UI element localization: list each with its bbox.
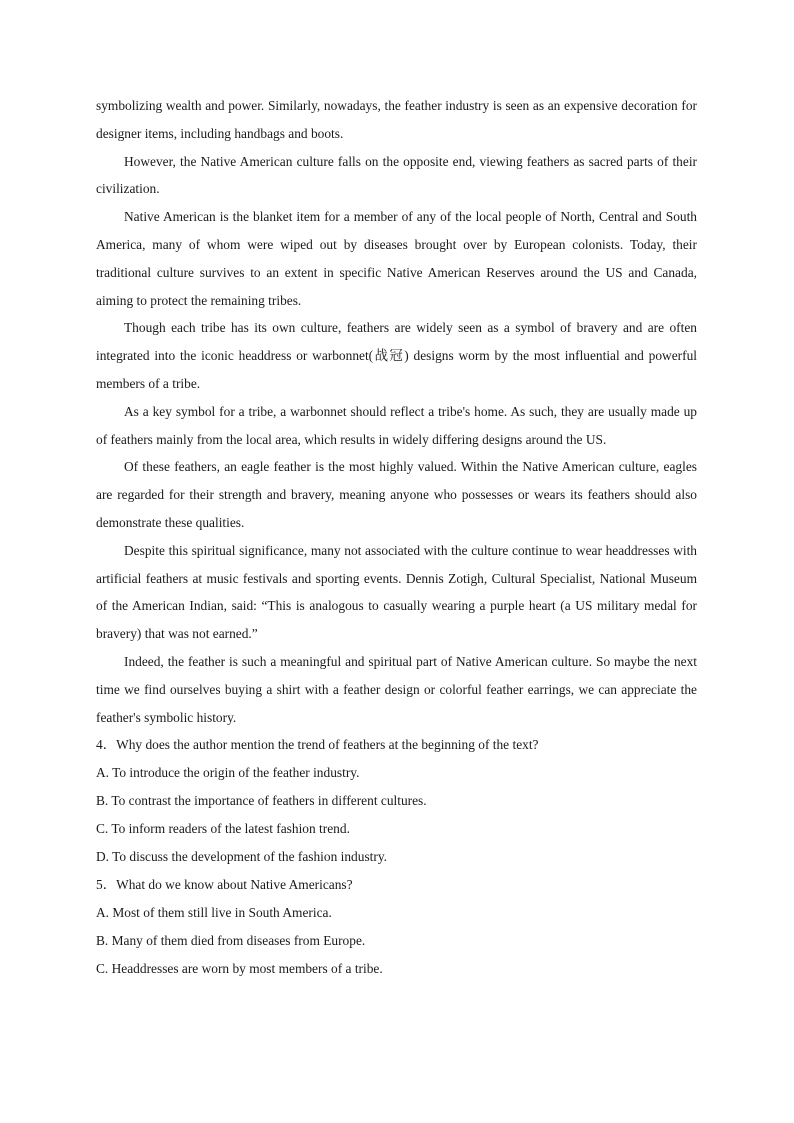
passage-paragraph-2: However, the Native American culture falls on the opposite end, viewing feathers as sacred parts of their civilization. xyxy=(96,153,697,197)
passage-paragraph-4: Though each tribe has its own culture, feathers are widely seen as a symbol of bravery and are often integrated into the iconic headdress or warbonnet(战冠) designs worm by the most influential and powerful members of a tribe. xyxy=(96,320,697,391)
question-5 xyxy=(96,871,697,983)
passage-paragraph-5: As a key symbol for a tribe, a warbonnet should reflect a tribe's home. As such, they are usually made up of feathers mainly from the local area, which results in widely differing designs around the US. xyxy=(96,403,697,447)
answer-option-d: D. To discuss the development of the fashion industry. xyxy=(96,849,388,865)
answer-option-c: C. Headdresses are worn by most members of a tribe. xyxy=(96,961,383,977)
passage-paragraph-8: Indeed, the feather is such a meaningful and spiritual part of Native American culture. So maybe the next time we find ourselves buying a shirt with a feather design or colorful feather earrings, we can appreciate the feather's symbolic history. xyxy=(96,653,697,725)
document-body xyxy=(96,92,697,983)
passage-paragraph-7: Despite this spiritual significance, many not associated with the culture continue to wear headdresses with artificial feathers at music festivals and sporting events. Dennis Zotigh, Cultural Specialist, National Museum of the American Indian, said: “This is analogous to casually wearing a purple heart (a US military medal for bravery) that was not earned.” xyxy=(96,542,697,642)
question-stem: 4．Why does the author mention the trend of feathers at the beginning of the text? xyxy=(96,737,539,753)
answer-option-a: A. Most of them still live in South America. xyxy=(96,905,332,921)
answer-option-c: C. To inform readers of the latest fashion trend. xyxy=(96,821,350,837)
answer-option-b: B. Many of them died from diseases from Europe. xyxy=(96,933,366,949)
answer-option-a: A. To introduce the origin of the feather industry. xyxy=(96,765,360,781)
question-4 xyxy=(96,731,697,871)
answer-option-b: B. To contrast the importance of feathers in different cultures. xyxy=(96,793,427,809)
question-stem: 5．What do we know about Native Americans? xyxy=(96,877,353,893)
reading-passage xyxy=(96,92,697,731)
passage-paragraph-1: symbolizing wealth and power. Similarly, nowadays, the feather industry is seen as an expensive decoration for designer items, including handbags and boots. xyxy=(96,98,697,141)
passage-paragraph-6: Of these feathers, an eagle feather is the most highly valued. Within the Native American culture, eagles are regarded for their strength and bravery, meaning anyone who possesses or wears its feathers should also demonstrate these qualities. xyxy=(96,459,697,530)
passage-paragraph-3: Native American is the blanket item for a member of any of the local people of North, Central and South America, many of whom were wiped out by diseases brought over by European colonists. Today, their traditional culture survives to an extent in specific Native American Reserves around the US and Canada, aiming to protect the remaining tribes. xyxy=(96,209,697,308)
